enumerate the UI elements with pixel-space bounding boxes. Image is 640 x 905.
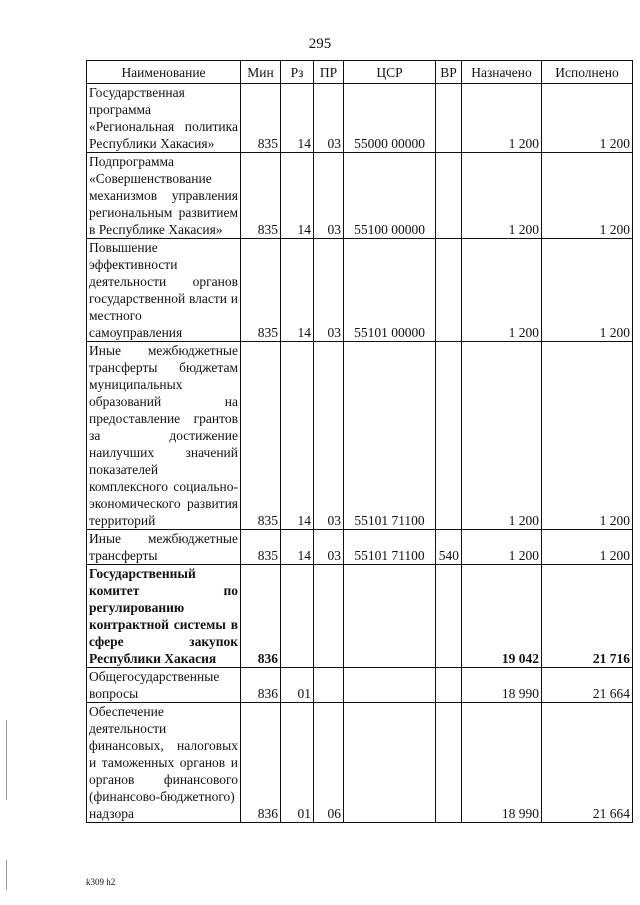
row-min: 835 xyxy=(241,239,281,342)
row-vr xyxy=(436,668,462,703)
table-row xyxy=(87,703,633,823)
row-min: 835 xyxy=(241,530,281,565)
table-row xyxy=(87,153,633,239)
header-pr: ПР xyxy=(314,61,344,84)
scan-margin-mark xyxy=(6,720,7,800)
row-rz: 14 xyxy=(281,239,314,342)
table-row xyxy=(87,668,633,703)
row-executed: 1 200 xyxy=(542,342,633,530)
row-pr xyxy=(314,668,344,703)
row-vr xyxy=(436,239,462,342)
header-csr: ЦСР xyxy=(344,61,436,84)
row-min: 836 xyxy=(241,703,281,823)
row-executed: 21 664 xyxy=(542,703,633,823)
row-assigned: 18 990 xyxy=(462,668,542,703)
header-vr: ВР xyxy=(436,61,462,84)
row-csr xyxy=(344,703,436,823)
row-assigned: 19 042 xyxy=(462,565,542,668)
table-row xyxy=(87,84,633,153)
row-min: 835 xyxy=(241,342,281,530)
row-csr xyxy=(344,668,436,703)
row-rz: 14 xyxy=(281,153,314,239)
row-assigned: 1 200 xyxy=(462,153,542,239)
row-assigned: 1 200 xyxy=(462,530,542,565)
row-name: Подпрограмма «Совершенствование механизмов управления региональным развитием в Республике Хакасия» xyxy=(87,153,241,239)
header-executed: Исполнено xyxy=(542,61,633,84)
row-vr xyxy=(436,565,462,668)
row-name: Иные межбюджетные трансферты xyxy=(87,530,241,565)
row-executed: 1 200 xyxy=(542,84,633,153)
row-min: 836 xyxy=(241,565,281,668)
row-name: Государственная программа «Региональная политика Республики Хакасия» xyxy=(87,84,241,153)
row-csr: 55100 00000 xyxy=(344,153,436,239)
row-rz: 14 xyxy=(281,342,314,530)
row-assigned: 18 990 xyxy=(462,703,542,823)
row-pr: 03 xyxy=(314,530,344,565)
row-vr: 540 xyxy=(436,530,462,565)
row-name: Государственный комитет по регулированию контрактной системы в сфере закупок Республики Хакасия xyxy=(87,565,241,668)
row-csr: 55101 71100 xyxy=(344,530,436,565)
table-row xyxy=(87,239,633,342)
row-assigned: 1 200 xyxy=(462,84,542,153)
row-min: 835 xyxy=(241,84,281,153)
row-assigned: 1 200 xyxy=(462,239,542,342)
row-csr: 55000 00000 xyxy=(344,84,436,153)
budget-table xyxy=(86,60,633,823)
row-pr: 03 xyxy=(314,342,344,530)
row-rz xyxy=(281,565,314,668)
table-row xyxy=(87,565,633,668)
row-pr xyxy=(314,565,344,668)
table-row xyxy=(87,342,633,530)
scan-margin-mark xyxy=(6,860,7,890)
row-min: 835 xyxy=(241,153,281,239)
row-name: Общегосударственные вопросы xyxy=(87,668,241,703)
table-header-row xyxy=(87,61,633,84)
header-min: Мин xyxy=(241,61,281,84)
row-pr: 03 xyxy=(314,153,344,239)
header-name: Наименование xyxy=(87,61,241,84)
row-rz: 01 xyxy=(281,703,314,823)
row-rz: 14 xyxy=(281,530,314,565)
row-csr: 55101 00000 xyxy=(344,239,436,342)
table-body xyxy=(87,84,633,823)
header-assigned: Назначено xyxy=(462,61,542,84)
row-pr: 03 xyxy=(314,239,344,342)
row-rz: 14 xyxy=(281,84,314,153)
row-pr: 06 xyxy=(314,703,344,823)
page-number: 295 xyxy=(308,36,332,52)
row-rz: 01 xyxy=(281,668,314,703)
row-name: Повышение эффективности деятельности органов государственной власти и местного самоуправления xyxy=(87,239,241,342)
table-row xyxy=(87,530,633,565)
row-min: 836 xyxy=(241,668,281,703)
row-name: Обеспечение деятельности финансовых, налоговых и таможенных органов и органов финансового (финансово-бюджетного) надзора xyxy=(87,703,241,823)
row-assigned: 1 200 xyxy=(462,342,542,530)
row-csr xyxy=(344,565,436,668)
row-executed: 21 664 xyxy=(542,668,633,703)
row-executed: 1 200 xyxy=(542,239,633,342)
row-executed: 21 716 xyxy=(542,565,633,668)
row-executed: 1 200 xyxy=(542,530,633,565)
row-pr: 03 xyxy=(314,84,344,153)
row-csr: 55101 71100 xyxy=(344,342,436,530)
header-rz: Рз xyxy=(281,61,314,84)
row-vr xyxy=(436,153,462,239)
row-vr xyxy=(436,342,462,530)
row-name: Иные межбюджетные трансферты бюджетам муниципальных образований на предоставление грантов за достижение наилучших значений показателей комплексного социально-экономического развития территорий xyxy=(87,342,241,530)
row-vr xyxy=(436,84,462,153)
row-executed: 1 200 xyxy=(542,153,633,239)
footer-code: k309 h2 xyxy=(86,877,116,887)
row-vr xyxy=(436,703,462,823)
